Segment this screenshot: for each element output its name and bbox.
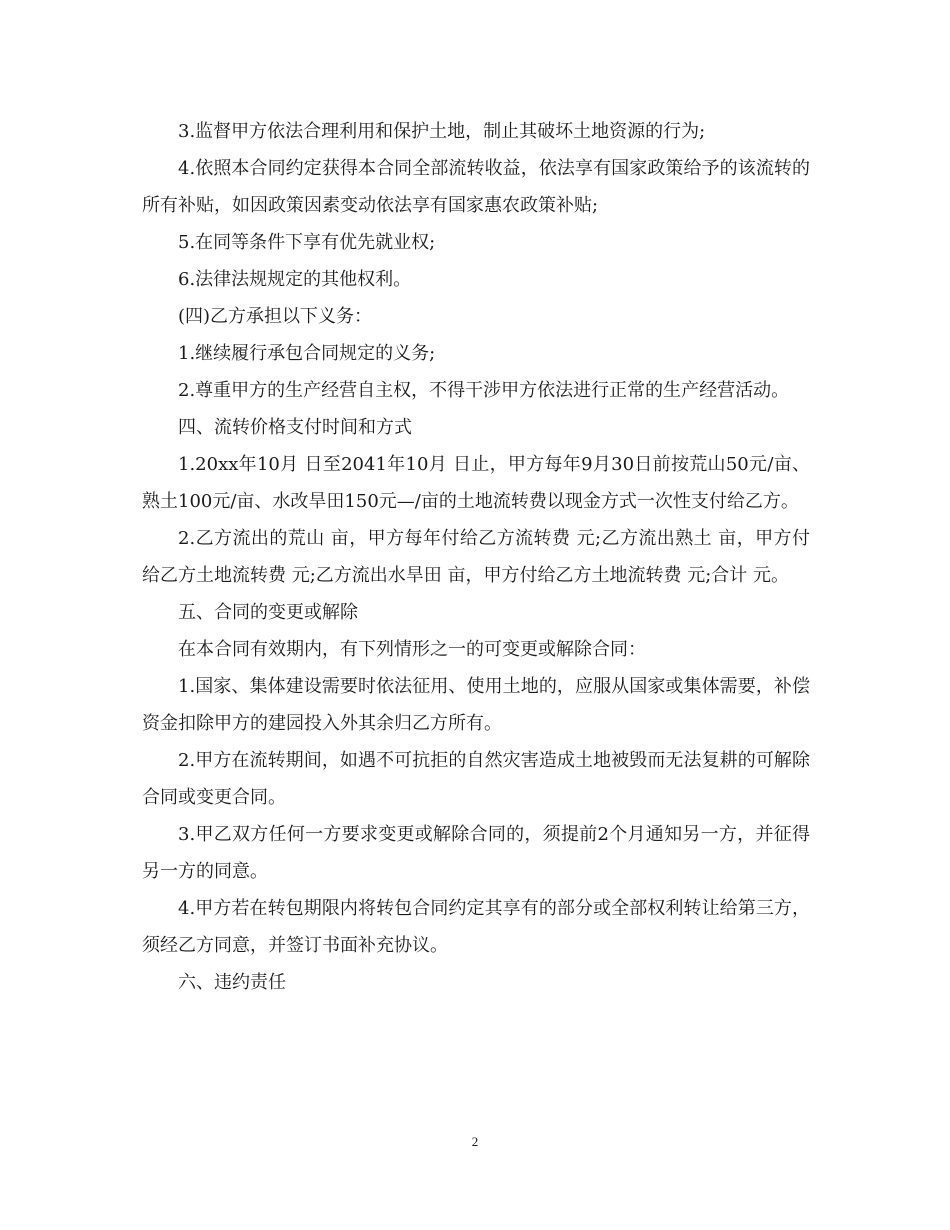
body-text	[142, 113, 810, 1001]
paragraph: 3.甲乙双方任何一方要求变更或解除合同的，须提前2个月通知另一方，并征得另一方的同意。	[142, 824, 810, 882]
paragraph: 6.法律法规规定的其他权利。	[178, 269, 412, 290]
paragraph: 4.甲方若在转包期限内将转包合同约定其享有的部分或全部权利转让给第三方，须经乙方同意，并签订书面补充协议。	[142, 898, 810, 956]
section-heading: 五、合同的变更或解除	[178, 602, 358, 623]
paragraph: 2.甲方在流转期间，如遇不可抗拒的自然灾害造成土地被毁而无法复耕的可解除合同或变更合同。	[142, 750, 810, 808]
section-heading: 六、违约责任	[178, 972, 286, 993]
paragraph: 1.国家、集体建设需要时依法征用、使用土地的，应服从国家或集体需要，补偿资金扣除甲方的建园投入外其余归乙方所有。	[142, 676, 810, 734]
paragraph: 2.乙方流出的荒山 亩，甲方每年付给乙方流转费 元;乙方流出熟土 亩，甲方付给乙方土地流转费 元;乙方流出水旱田 亩，甲方付给乙方土地流转费 元;合计 元。	[142, 528, 810, 586]
section-subheading: (四)乙方承担以下义务：	[178, 306, 373, 327]
paragraph: 2.尊重甲方的生产经营自主权，不得干涉甲方依法进行正常的生产经营活动。	[178, 380, 790, 401]
paragraph: 1.20xx年10月 日至2041年10月 日止，甲方每年9月30日前按荒山50元/亩、熟土100元/亩、水改旱田150元—/亩的土地流转费以现金方式一次性支付给乙方。	[142, 454, 810, 512]
paragraph: 在本合同有效期内，有下列情形之一的可变更或解除合同：	[178, 639, 646, 660]
paragraph: 5.在同等条件下享有优先就业权;	[178, 232, 436, 253]
section-heading: 四、流转价格支付时间和方式	[178, 417, 412, 438]
paragraph: 4.依照本合同约定获得本合同全部流转收益，依法享有国家政策给予的该流转的所有补贴，如因政策因素变动依法享有国家惠农政策补贴;	[142, 158, 810, 216]
page-number: 2	[471, 1134, 479, 1149]
paragraph: 3.监督甲方依法合理利用和保护土地，制止其破坏土地资源的行为;	[178, 121, 706, 142]
paragraph: 1.继续履行承包合同规定的义务;	[178, 343, 436, 364]
